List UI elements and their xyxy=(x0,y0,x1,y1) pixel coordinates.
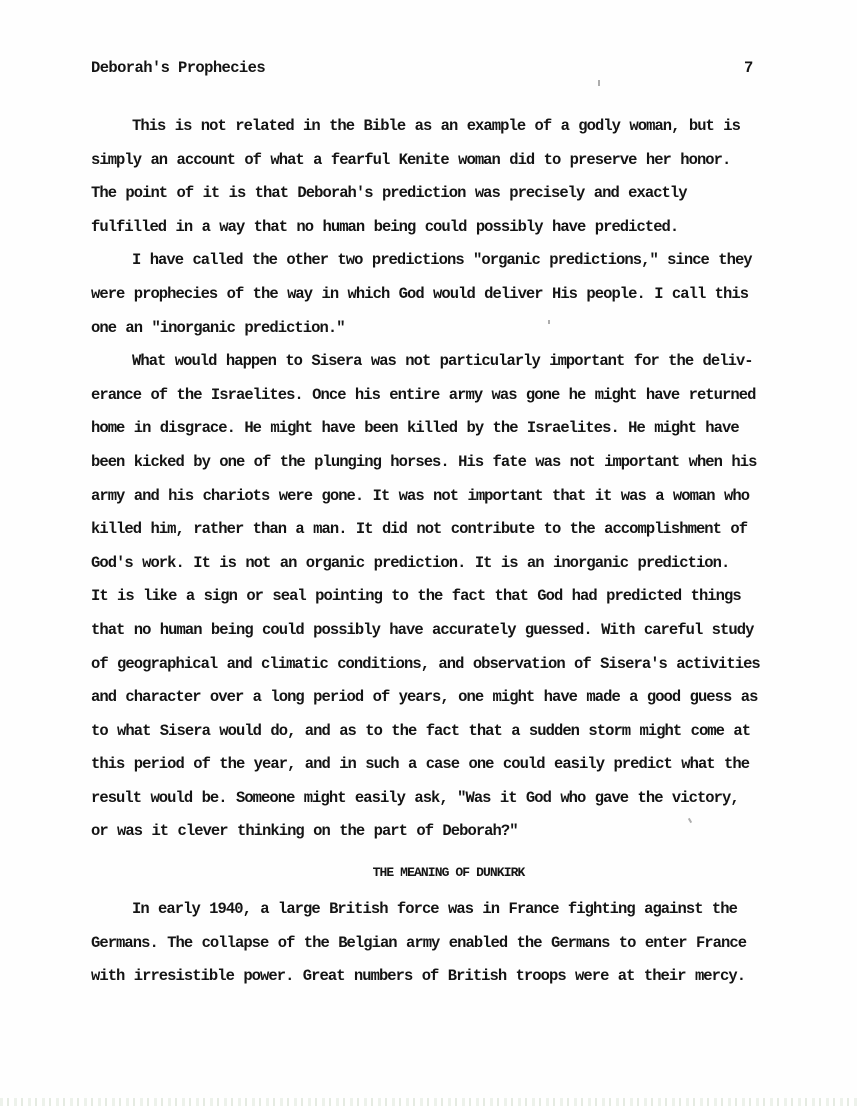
text-line: fulfilled in a way that no human being could possibly have predicted. xyxy=(91,217,679,236)
text-line: with irresistible power. Great numbers of British troops were at their mercy. xyxy=(91,967,746,986)
text-line: What would happen to Sisera was not particularly important for the deliv- xyxy=(132,352,753,371)
text-line: one an "inorganic prediction." xyxy=(91,318,345,337)
text-line: killed him, rather than a man. It did not contribute to the accomplishment of xyxy=(91,520,748,539)
text-line: I have called the other two predictions "organic predictions," since they xyxy=(132,251,752,270)
text-line: to what Sisera would do, and as to the fact that a sudden storm might come at xyxy=(91,721,751,740)
text-line: and character over a long period of years, one might have made a good guess as xyxy=(91,688,758,707)
text-line: were prophecies of the way in which God would deliver His people. I call this xyxy=(91,284,749,303)
section-one-body xyxy=(91,110,771,849)
text-line: Germans. The collapse of the Belgian army enabled the Germans to enter France xyxy=(91,933,747,952)
text-line: It is like a sign or seal pointing to the fact that God had predicted things xyxy=(91,587,741,606)
section-two-body xyxy=(91,893,771,994)
text-line: God's work. It is not an organic prediction. It is an inorganic prediction. xyxy=(91,553,730,572)
running-head: Deborah's Prophecies xyxy=(91,59,266,77)
text-line: result would be. Someone might easily ask, "Was it God who gave the victory, xyxy=(91,788,739,807)
text-line: army and his chariots were gone. It was not important that it was a woman who xyxy=(91,486,750,505)
text-line: The point of it is that Deborah's prediction was precisely and exactly xyxy=(91,184,687,203)
scan-speck xyxy=(598,80,600,86)
text-line: been kicked by one of the plunging horses. His fate was not important when his xyxy=(91,452,757,471)
text-line: home in disgrace. He might have been killed by the Israelites. He might have xyxy=(91,419,739,438)
text-line: this period of the year, and in such a case one could easily predict what the xyxy=(91,755,750,774)
text-line: or was it clever thinking on the part of Deborah?" xyxy=(91,822,518,841)
section-heading: THE MEANING OF DUNKIRK xyxy=(372,865,525,880)
scan-speck xyxy=(548,320,550,324)
text-line: erance of the Israelites. Once his entire army was gone he might have returned xyxy=(91,385,756,404)
text-line: that no human being could possibly have accurately guessed. With careful study xyxy=(91,620,754,639)
scan-edge-noise xyxy=(0,1098,857,1106)
text-line: simply an account of what a fearful Kenite woman did to preserve her honor. xyxy=(91,150,731,169)
text-line: of geographical and climatic conditions, and observation of Sisera's activities xyxy=(91,654,760,673)
text-line: This is not related in the Bible as an example of a godly woman, but is xyxy=(132,117,740,135)
text-line: In early 1940, a large British force was in France fighting against the xyxy=(132,900,737,918)
page-number: 7 xyxy=(744,59,754,77)
